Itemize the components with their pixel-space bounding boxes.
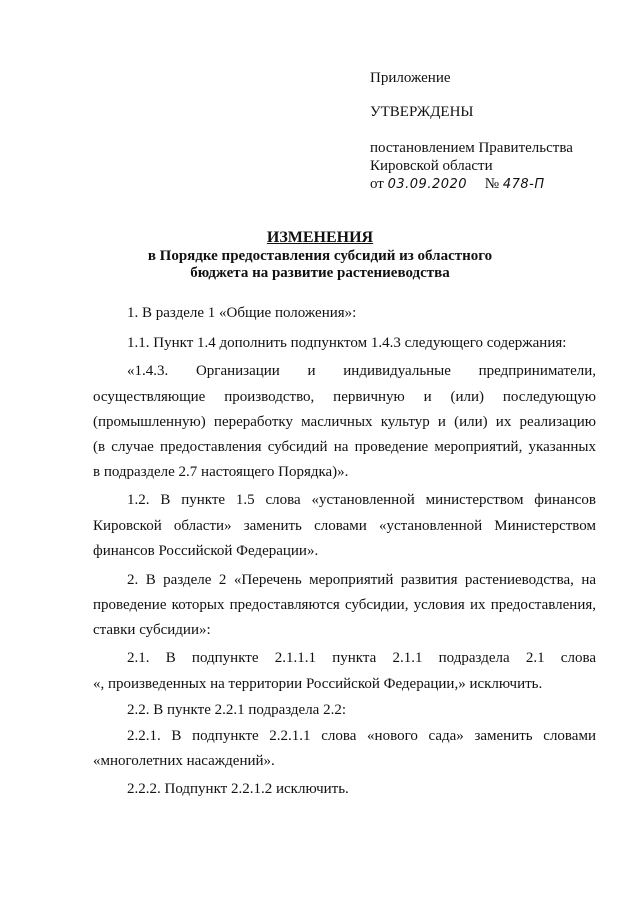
body-line: «1.4.3. Организации и индивидуальные предприниматели, [127, 363, 596, 379]
title-line-1: в Порядке предоставления субсидий из областного [147, 248, 493, 264]
body-line: «, произведенных на территории Российской Федерации,» исключить. [93, 676, 543, 692]
decree-line-1: постановлением Правительства [370, 140, 573, 156]
handwritten-date: 03.09.2020 [387, 177, 468, 192]
body-line: «многолетних насаждений». [93, 753, 275, 769]
date-prefix: от [370, 176, 384, 192]
body-line: осуществляющие производство, первичную и (или) последующую [93, 389, 596, 405]
title-line-2: бюджета на развитие растениеводства [190, 265, 450, 281]
body-line: (в случае предоставления субсидий на проведение мероприятий, указанных [93, 439, 596, 455]
body-line: 1. В разделе 1 «Общие положения»: [127, 305, 357, 321]
body-line: Кировской области» заменить словами «установленной Министерством [93, 518, 596, 534]
body-line: 1.1. Пункт 1.4 дополнить подпунктом 1.4.3 следующего содержания: [127, 335, 567, 351]
body-line: финансов Российской Федерации». [93, 543, 319, 559]
body-line: 2. В разделе 2 «Перечень мероприятий развития растениеводства, на [127, 572, 596, 588]
body-line: 1.2. В пункте 1.5 слова «установленной министерством финансов [127, 492, 596, 508]
body-line: 2.2. В пункте 2.2.1 подраздела 2.2: [127, 702, 347, 718]
body-line: в подразделе 2.7 настоящего Порядка)». [93, 464, 349, 480]
body-line: 2.2.2. Подпункт 2.2.1.2 исключить. [127, 781, 349, 797]
document-heading: ИЗМЕНЕНИЯ [266, 229, 374, 246]
decree-date-line [370, 175, 545, 194]
handwritten-number: 478-П [502, 177, 545, 192]
body-line: проведение которых предоставляются субсидии, условия их предоставления, [93, 597, 596, 613]
approved-label: УТВЕРЖДЕНЫ [370, 104, 474, 120]
decree-line-2: Кировской области [370, 158, 493, 174]
body-line: ставки субсидии»: [93, 622, 211, 638]
appendix-label: Приложение [370, 70, 451, 86]
body-line: (промышленную) переработку масличных культур и (или) их реализацию [93, 414, 596, 430]
number-prefix: № [484, 176, 500, 192]
body-line: 2.2.1. В подпункте 2.2.1.1 слова «нового сада» заменить словами [127, 728, 596, 744]
body-line: 2.1. В подпункте 2.1.1.1 пункта 2.1.1 подраздела 2.1 слова [127, 650, 596, 666]
